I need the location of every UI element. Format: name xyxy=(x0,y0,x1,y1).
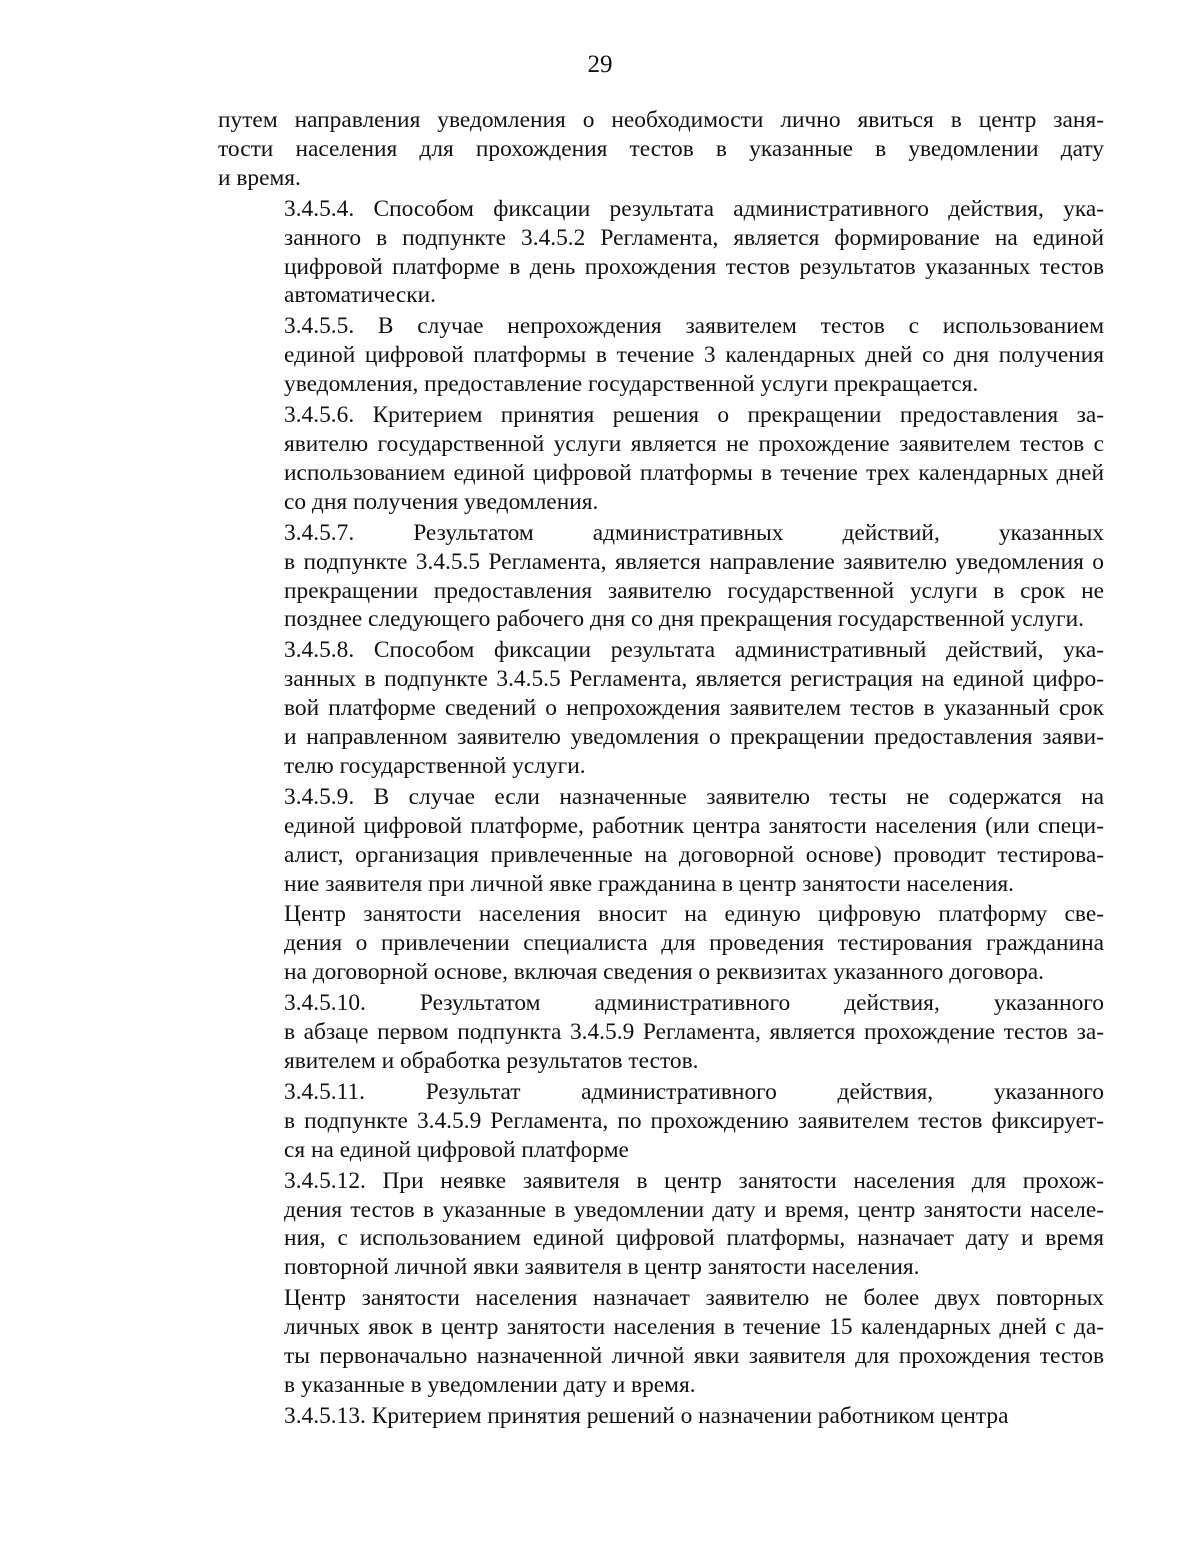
text-line: 3.4.5.13. Критерием принятия решений о назначении работником центра xyxy=(284,1402,1009,1429)
text-line: и направленном заявителю уведомления о прекращении предоставления заяви- xyxy=(284,724,1104,751)
text-line: Центр занятости населения назначает заявителю не более двух повторных xyxy=(284,1285,1104,1312)
text-line: путем направления уведомления о необходимости лично явиться в центр заня- xyxy=(218,107,1104,133)
paragraph-p-3-4-5-9 xyxy=(218,783,1104,899)
text-line: ты первоначально назначенной личной явки заявителя для прохождения тестов xyxy=(284,1343,1104,1370)
text-line: единой цифровой платформе, работник центра занятости населения (или специ- xyxy=(284,812,1104,839)
text-line: ние заявителя при личной явке гражданина в центр занятости населения. xyxy=(284,870,1014,897)
text-line: личных явок в центр занятости населения в течение 15 календарных дней с да- xyxy=(284,1314,1104,1341)
text-line: со дня получения уведомления. xyxy=(284,488,599,515)
paragraph-p-3-4-5-4 xyxy=(218,195,1104,311)
text-line: цифровой платформе в день прохождения тестов результатов указанных тестов xyxy=(284,253,1104,280)
text-line: в абзаце первом подпункта 3.4.5.9 Регламента, является прохождение тестов за- xyxy=(284,1019,1104,1046)
text-line: в подпункте 3.4.5.9 Регламента, по прохождению заявителем тестов фиксирует- xyxy=(284,1107,1104,1134)
text-line: занных в подпункте 3.4.5.5 Регламента, является регистрация на единой цифро- xyxy=(284,666,1104,693)
text-line: вой платформе сведений о непрохождения заявителем тестов в указанный срок xyxy=(284,695,1104,722)
text-line: 3.4.5.10. Результатом административного действия, указанного xyxy=(284,990,1104,1017)
text-line: использованием единой цифровой платформы в течение трех календарных дней xyxy=(284,459,1104,486)
paragraph-p-3-4-5-7 xyxy=(218,519,1104,635)
text-line: 3.4.5.6. Критерием принятия решения о прекращении предоставления за- xyxy=(284,402,1104,429)
text-line: ния, с использованием единой цифровой платформы, назначает дату и время xyxy=(284,1225,1104,1252)
text-line: тости населения для прохождения тестов в указанные в уведомлении дату xyxy=(218,135,1104,162)
text-line: явителю государственной услуги является не прохождение заявителем тестов с xyxy=(284,430,1104,457)
text-line: позднее следующего рабочего дня со дня прекращения государственной услуги. xyxy=(284,606,1084,633)
text-line: Центр занятости населения вносит на единую цифровую платформу све- xyxy=(284,901,1104,928)
paragraph-p-3-4-5-6 xyxy=(218,401,1104,517)
paragraph-p0 xyxy=(218,106,1104,193)
page-number: 29 xyxy=(587,51,613,78)
text-line: повторной личной явки заявителя в центр занятости населения. xyxy=(284,1254,920,1281)
text-line: прекращении предоставления заявителю государственной услуги в срок не xyxy=(284,577,1104,604)
text-line: алист, организация привлеченные на договорной основе) проводит тестирова- xyxy=(284,841,1104,868)
text-line: и время. xyxy=(218,164,301,191)
paragraph-p-3-4-5-12 xyxy=(218,1167,1104,1283)
text-line: телю государственной услуги. xyxy=(284,752,586,779)
text-line: ся на единой цифровой платформе xyxy=(284,1136,629,1163)
paragraph-p-3-4-5-11 xyxy=(218,1078,1104,1165)
text-line: занного в подпункте 3.4.5.2 Регламента, является формирование на единой xyxy=(284,224,1104,251)
text-line: автоматически. xyxy=(284,282,437,309)
paragraph-p-center-2 xyxy=(218,1284,1104,1400)
paragraph-p-3-4-5-8 xyxy=(218,636,1104,781)
paragraph-p-3-4-5-5 xyxy=(218,312,1104,399)
text-line: дения о привлечении специалиста для проведения тестирования гражданина xyxy=(284,930,1104,957)
text-line: в указанные в уведомлении дату и время. xyxy=(284,1371,696,1398)
text-line: 3.4.5.11. Результат административного действия, указанного xyxy=(284,1078,1104,1105)
text-line: 3.4.5.7. Результатом административных действий, указанных xyxy=(284,519,1104,546)
text-line: на договорной основе, включая сведения о реквизитах указанного договора. xyxy=(284,959,1045,986)
text-line: уведомления, предоставление государственной услуги прекращается. xyxy=(284,371,979,398)
paragraph-p-3-4-5-10 xyxy=(218,989,1104,1076)
text-line: дения тестов в указанные в уведомлении дату и время, центр занятости населе- xyxy=(284,1196,1104,1223)
paragraph-p-center-1 xyxy=(218,900,1104,987)
text-line: 3.4.5.8. Способом фиксации результата административный действий, ука- xyxy=(284,637,1104,664)
document-body xyxy=(218,106,1104,1433)
text-line: 3.4.5.5. В случае непрохождения заявителем тестов с использованием xyxy=(284,313,1104,340)
text-line: в подпункте 3.4.5.5 Регламента, является направление заявителю уведомления о xyxy=(284,548,1104,575)
text-line: 3.4.5.9. В случае если назначенные заявителю тесты не содержатся на xyxy=(284,783,1104,810)
text-line: 3.4.5.4. Способом фиксации результата административного действия, ука- xyxy=(284,195,1104,222)
text-line: единой цифровой платформы в течение 3 календарных дней со дня получения xyxy=(284,342,1104,369)
text-line: 3.4.5.12. При неявке заявителя в центр занятости населения для прохож- xyxy=(284,1167,1104,1194)
paragraph-p-3-4-5-13 xyxy=(218,1402,1104,1431)
text-line: явителем и обработка результатов тестов. xyxy=(284,1048,699,1074)
